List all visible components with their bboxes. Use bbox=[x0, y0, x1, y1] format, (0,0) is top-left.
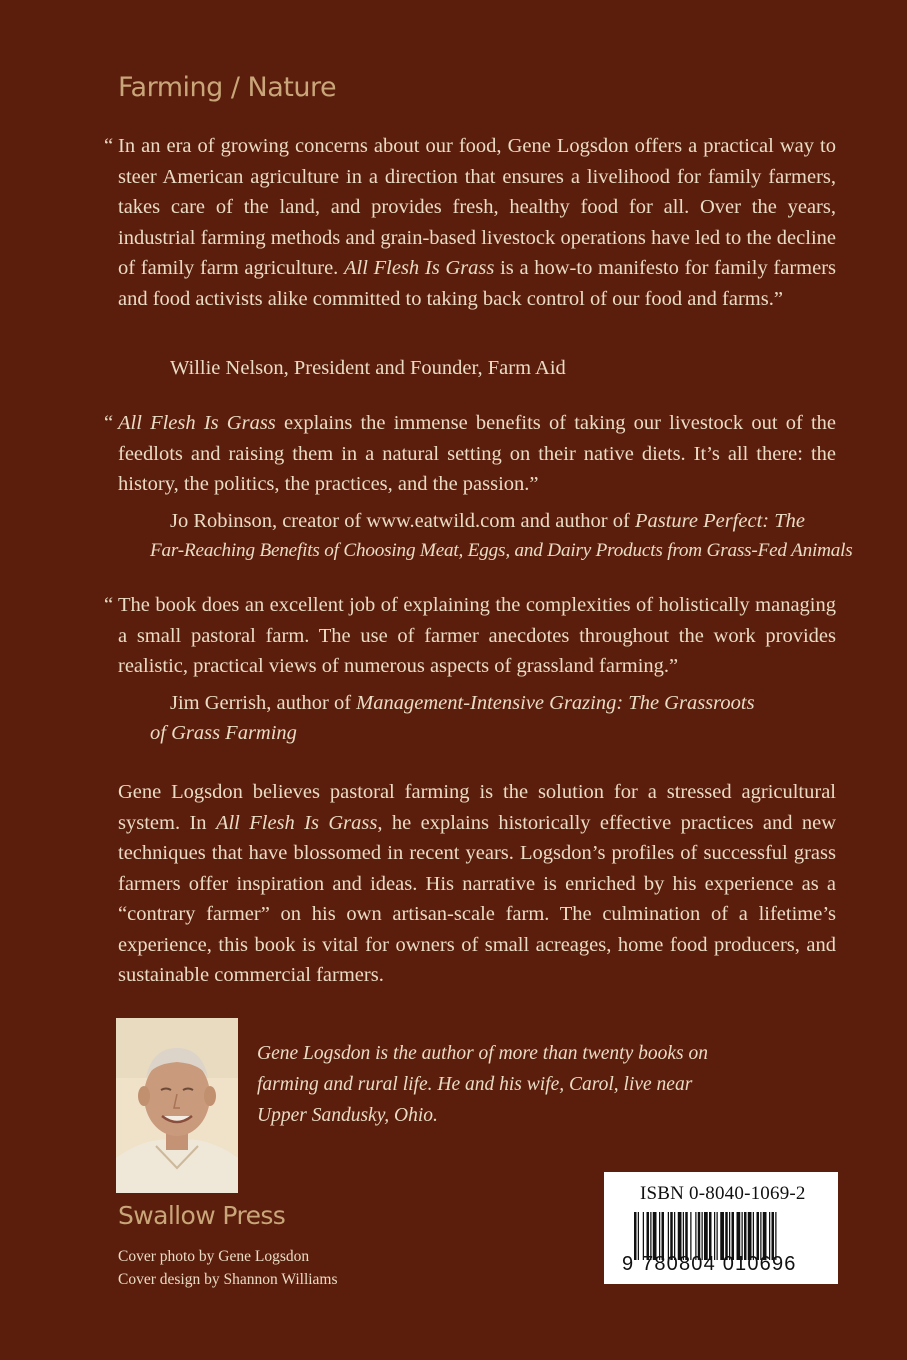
open-quote-mark: “ bbox=[104, 135, 114, 157]
description-part-1: Gene Logsdon believes pastoral farming is the solution for a stressed agricultural system. In bbox=[118, 781, 836, 834]
open-quote-mark: “ bbox=[104, 412, 114, 434]
quote-3-attribution bbox=[170, 688, 755, 718]
barcode-first-digit: 9 bbox=[622, 1253, 635, 1275]
author-portrait-illustration bbox=[116, 1018, 238, 1193]
quote-2-attribution-book-2: Far-Reaching Benefits of Choosing Meat, Eggs, and Dairy Products from Grass-Fed Animals bbox=[150, 540, 853, 561]
barcode-remaining-digits: 780804 010696 bbox=[642, 1253, 797, 1275]
quote-3-attribution-book-1: Management-Intensive Grazing: The Grassroots bbox=[356, 692, 755, 714]
author-bio: Gene Logsdon is the author of more than twenty books on farming and rural life. He and his wife, Carol, live near Upper Sandusky, Ohio. bbox=[257, 1043, 708, 1126]
quote-3-attribution-book-2: of Grass Farming bbox=[150, 722, 297, 744]
author-photo bbox=[116, 1018, 238, 1193]
quote-2-attribution bbox=[170, 506, 840, 536]
publisher-name: Swallow Press bbox=[118, 1201, 286, 1230]
description-part-2: , he explains historically effective practices and new techniques that have blossomed in recent years. Logsdon’s profiles of successful grass farmers offer inspiration and ideas. His narrative is enriched by his experience as a “contrary farmer” on his own artisan-scale farm. The culmination of a lifetime’s experience, this book is vital for owners of small acreages, home food producers, and sustainable commercial farmers. bbox=[118, 811, 837, 986]
open-quote-mark: “ bbox=[104, 594, 114, 616]
quote-2-book-title: All Flesh Is Grass bbox=[118, 412, 276, 434]
blurb-quote-2 bbox=[104, 408, 836, 500]
quote-3-text: The book does an excellent job of explaining the complexities of holistically managing a small pastoral farm. The use of farmer anecdotes throughout the work provides realistic, practical views of numerous aspects of grassland farming.” bbox=[118, 594, 836, 677]
quote-1-attribution: Willie Nelson, President and Founder, Farm Aid bbox=[170, 357, 566, 379]
quote-1-tail: is a how-to manifesto for family farmers and food activists alike committed to taking back control of our food and farms.” bbox=[118, 257, 836, 310]
cover-photo-credit: Cover photo by Gene Logsdon bbox=[118, 1248, 310, 1265]
blurb-quote-1 bbox=[104, 131, 836, 314]
quote-2-attribution-line-2 bbox=[150, 536, 853, 566]
quote-1-text: In an era of growing concerns about our food, Gene Logsdon offers a practical way to steer American agriculture in a direction that ensures a livelihood for family farmers, takes care of the land, and provides fresh, healthy food for all. Over the years, industrial farming methods and grain-based livestock operations have led to the decline of family farm agriculture. bbox=[118, 135, 836, 279]
quote-2-attribution-prefix: Jo Robinson, creator of www.eatwild.com and author of bbox=[170, 510, 635, 532]
quote-2-attribution-book-1: Pasture Perfect: The bbox=[634, 510, 805, 532]
category-label: Farming / Nature bbox=[118, 72, 337, 103]
quote-3-attribution-line-2 bbox=[150, 718, 297, 748]
quote-3-attribution-prefix: Jim Gerrish, author of bbox=[170, 692, 357, 714]
cover-design-credit: Cover design by Shannon Williams bbox=[118, 1271, 338, 1288]
quote-2-tail: explains the immense benefits of taking our livestock out of the feedlots and raising them in a natural setting on their native diets. It’s all there: the history, the politics, the practices, and the passion.” bbox=[118, 412, 836, 495]
isbn-label: ISBN 0-8040-1069-2 bbox=[640, 1183, 806, 1204]
book-description bbox=[118, 777, 836, 991]
quote-1-book-title: All Flesh Is Grass bbox=[344, 257, 495, 279]
description-book-title: All Flesh Is Grass bbox=[215, 811, 378, 834]
blurb-quote-3 bbox=[104, 590, 836, 682]
